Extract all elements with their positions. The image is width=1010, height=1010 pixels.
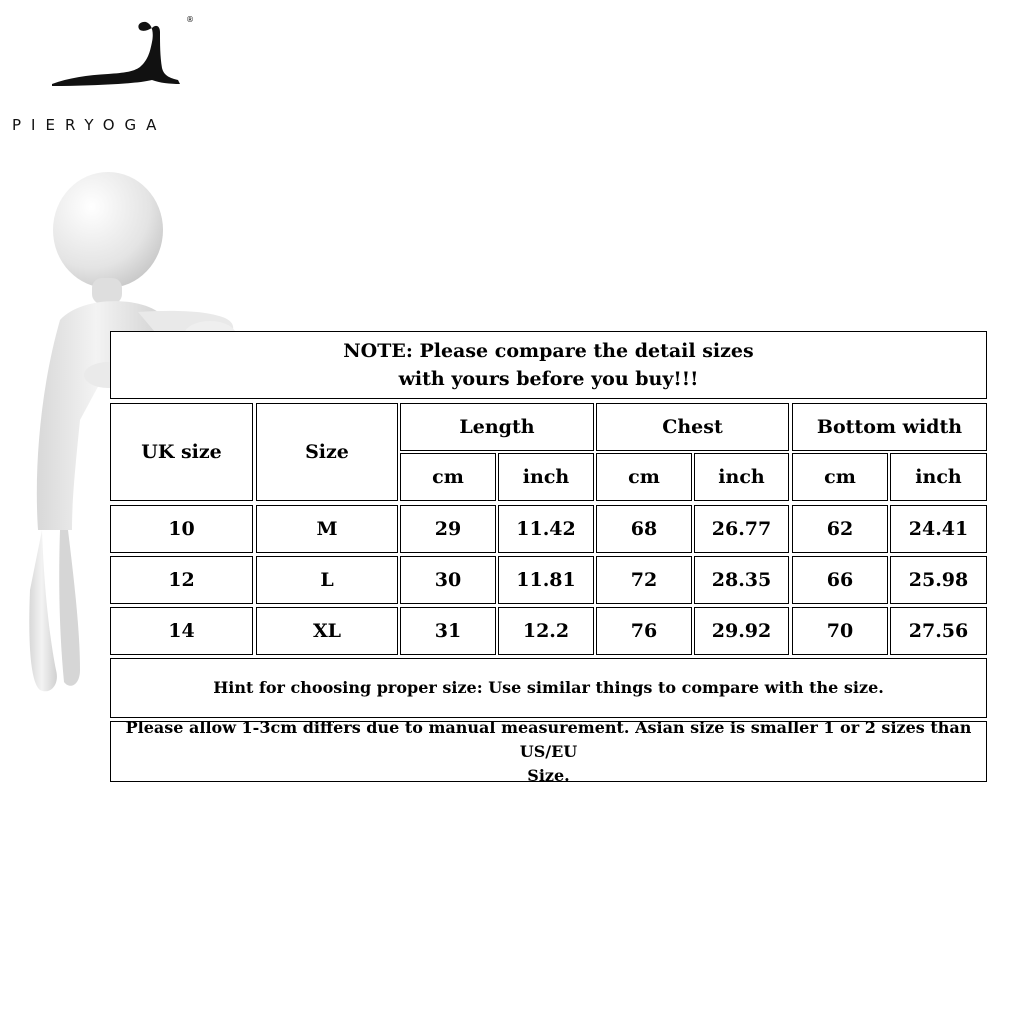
- table-cell: 29.92: [694, 607, 789, 655]
- header-length: Length: [400, 403, 594, 451]
- unit-length-cm: cm: [400, 453, 496, 501]
- table-cell: 11.42: [498, 505, 594, 553]
- yoga-pose-logo-icon: [48, 12, 198, 92]
- table-cell: 29: [400, 505, 496, 553]
- allowance-line-2: Size.: [527, 765, 570, 785]
- allowance-line-1: Please allow 1-3cm differs due to manual measurement. Asian size is smaller 1 or 2 sizes than US/EU: [125, 717, 972, 761]
- note-line-2: with yours before you buy!!!: [398, 368, 699, 390]
- table-cell: 11.81: [498, 556, 594, 604]
- table-cell: 12.2: [498, 607, 594, 655]
- allowance-box: [110, 717, 987, 785]
- table-cell: 70: [792, 607, 888, 655]
- unit-bottom-inch: inch: [890, 453, 987, 501]
- table-cell: 25.98: [890, 556, 987, 604]
- table-cell: 68: [596, 505, 692, 553]
- table-cell: L: [256, 556, 398, 604]
- header-chest: Chest: [596, 403, 789, 451]
- unit-chest-cm: cm: [596, 453, 692, 501]
- table-cell: 62: [792, 505, 888, 553]
- table-cell: 31: [400, 607, 496, 655]
- unit-length-inch: inch: [498, 453, 594, 501]
- brand-name: PIERYOGA: [12, 116, 167, 134]
- table-cell: 30: [400, 556, 496, 604]
- registered-mark: ®: [186, 15, 194, 24]
- note-box: [110, 331, 987, 399]
- table-cell: 28.35: [694, 556, 789, 604]
- table-cell: 76: [596, 607, 692, 655]
- table-cell: XL: [256, 607, 398, 655]
- note-line-1: NOTE: Please compare the detail sizes: [343, 340, 754, 362]
- unit-bottom-cm: cm: [792, 453, 888, 501]
- table-cell: 27.56: [890, 607, 987, 655]
- unit-chest-inch: inch: [694, 453, 789, 501]
- header-bottom-width: Bottom width: [792, 403, 987, 451]
- header-size: Size: [256, 403, 398, 501]
- table-cell: 24.41: [890, 505, 987, 553]
- table-cell: 12: [110, 556, 253, 604]
- hint-text: Hint for choosing proper size: Use similar things to compare with the size.: [110, 658, 987, 718]
- table-cell: M: [256, 505, 398, 553]
- brand-logo: [8, 12, 238, 132]
- table-cell: 14: [110, 607, 253, 655]
- table-cell: 26.77: [694, 505, 789, 553]
- table-cell: 66: [792, 556, 888, 604]
- table-cell: 72: [596, 556, 692, 604]
- table-cell: 10: [110, 505, 253, 553]
- header-uk-size: UK size: [110, 403, 253, 501]
